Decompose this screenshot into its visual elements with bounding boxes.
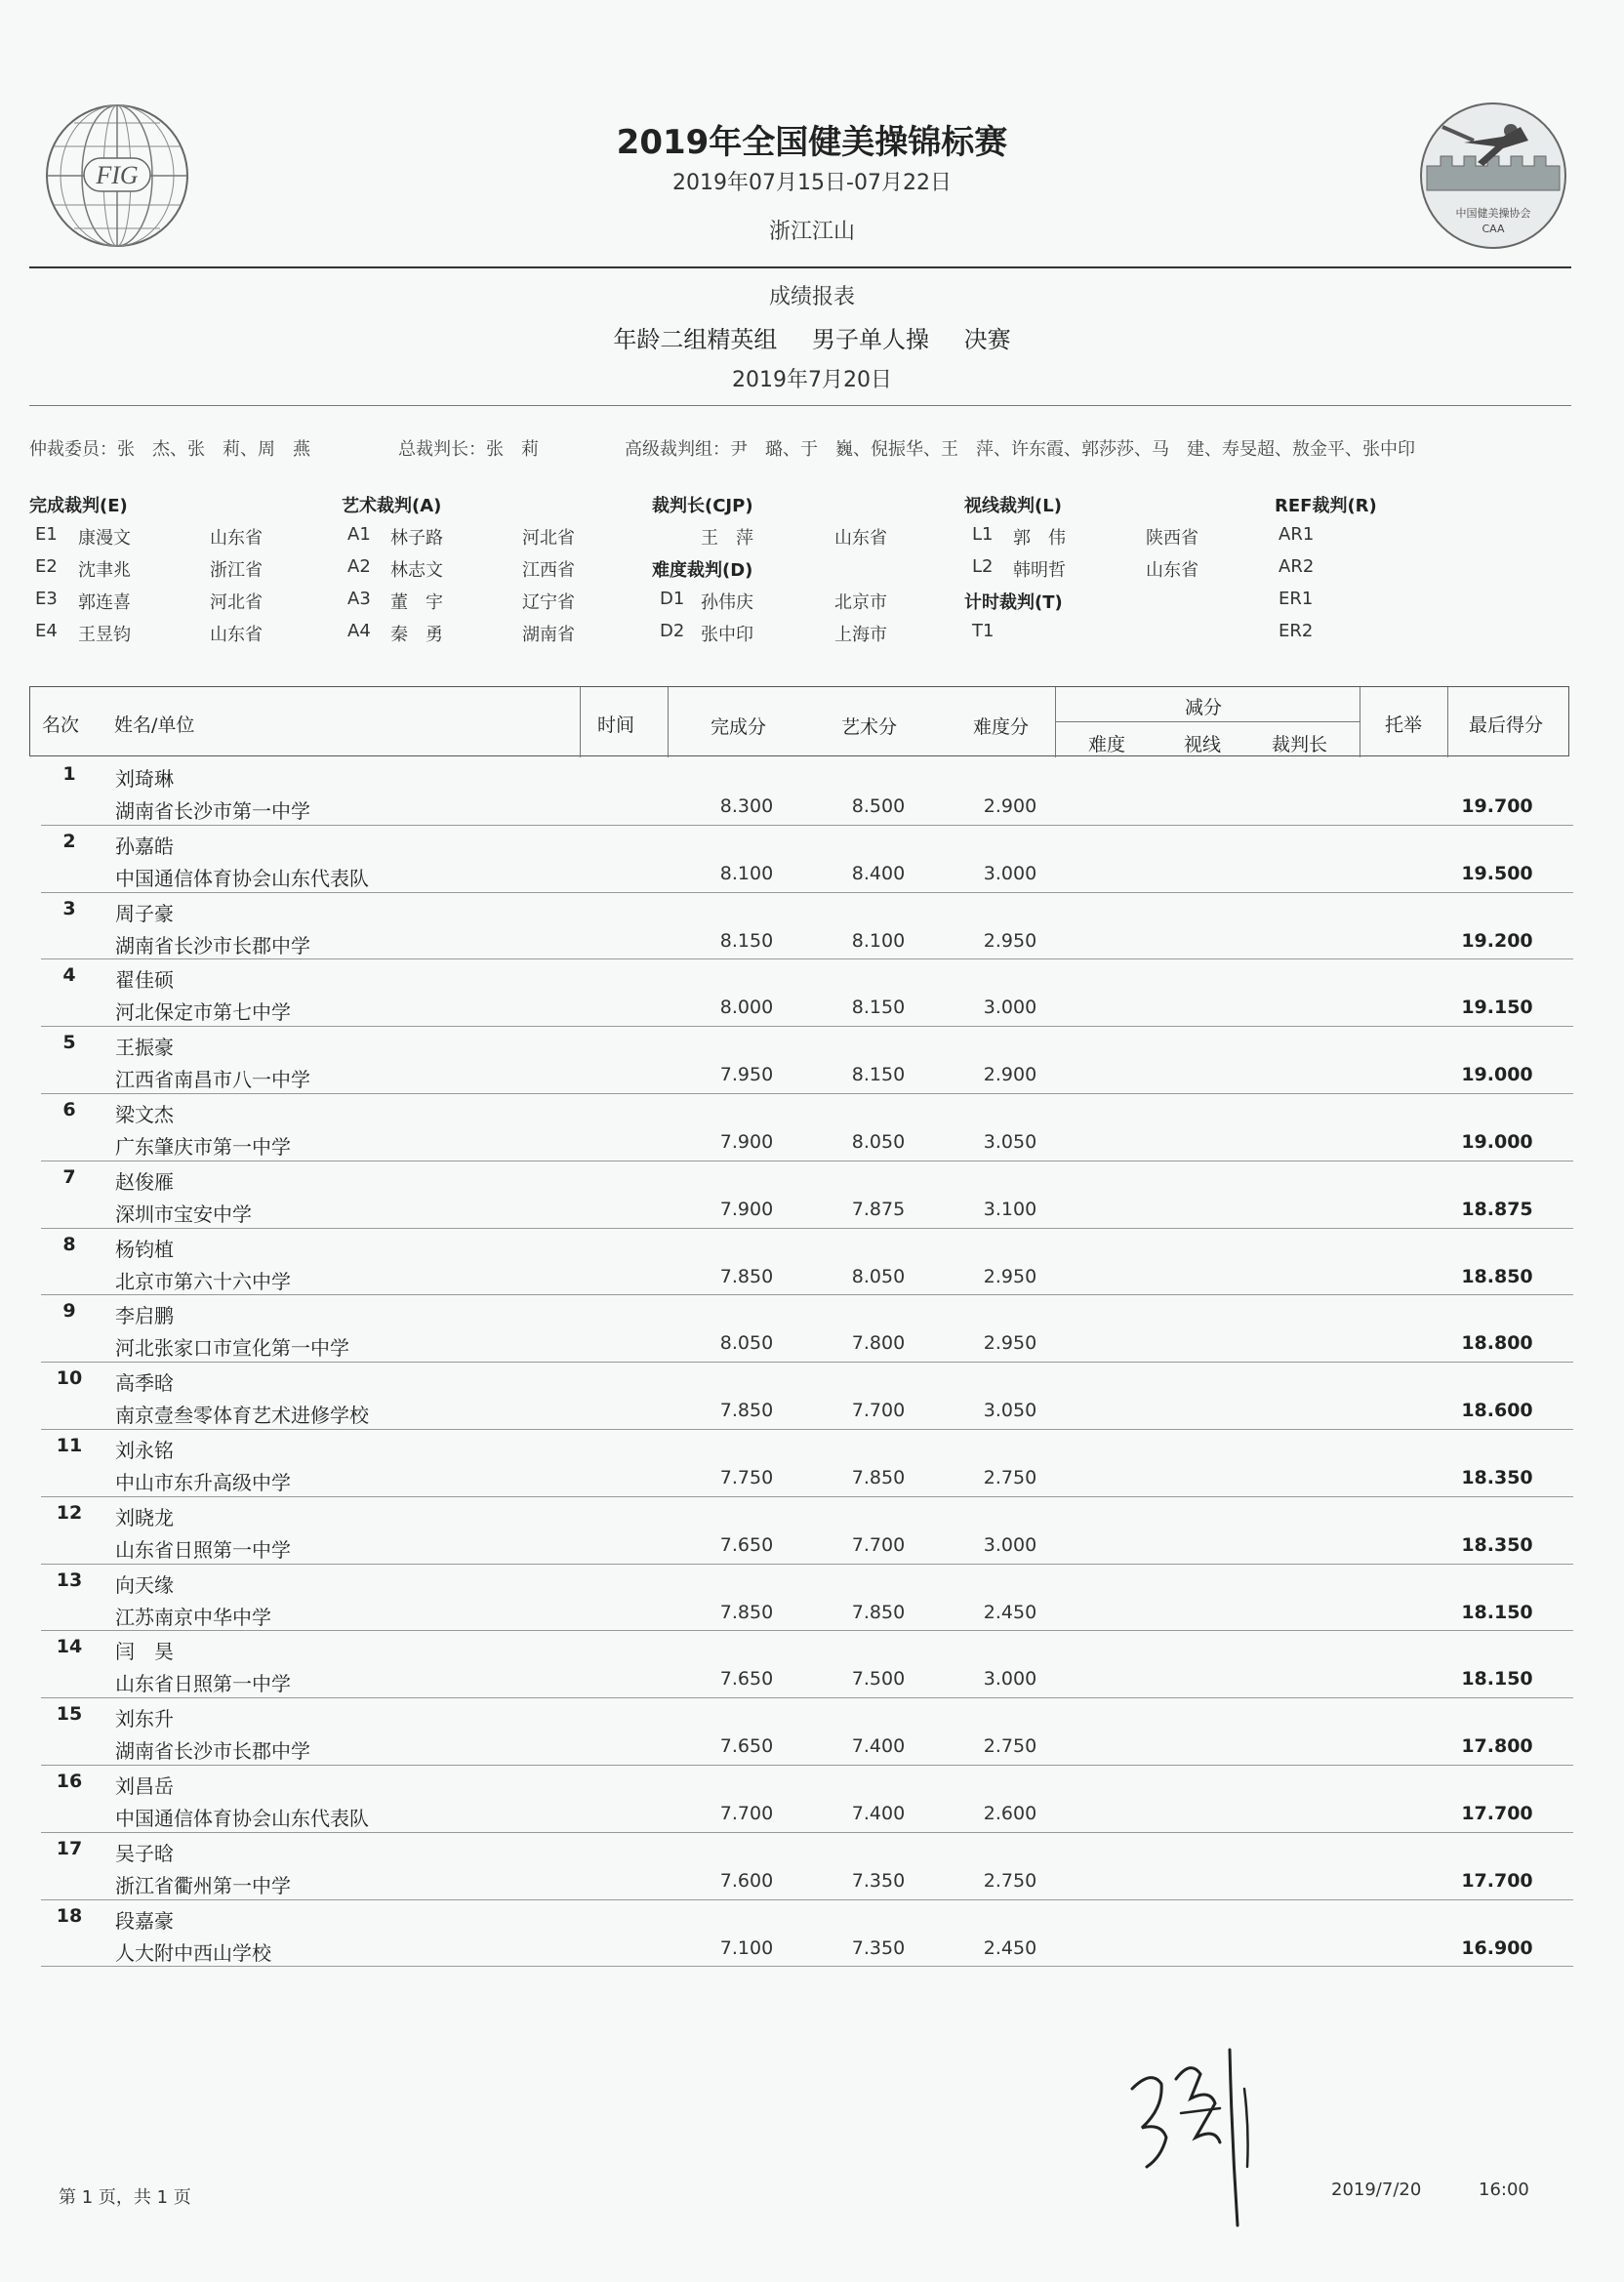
execution-score: 7.650 <box>719 1735 774 1758</box>
rank-cell: 4 <box>62 964 76 987</box>
final-score: 18.600 <box>1461 1400 1533 1422</box>
judge-name: 韩明哲 <box>1013 560 1066 581</box>
judge-code: D1 <box>660 589 685 609</box>
execution-judges-heading: 完成裁判(E) <box>29 496 128 516</box>
athlete-unit: 中国通信体育协会山东代表队 <box>115 1807 369 1830</box>
difficulty-score: 2.750 <box>983 1869 1037 1892</box>
final-score: 17.700 <box>1461 1869 1533 1892</box>
final-score: 19.500 <box>1461 862 1533 884</box>
report-divider <box>29 405 1571 406</box>
athlete-name: 高季晗 <box>115 1371 174 1396</box>
rank-cell: 8 <box>62 1233 76 1255</box>
row-divider <box>41 892 1573 893</box>
athlete-unit: 深圳市宝安中学 <box>115 1202 252 1226</box>
judge-region: 山东省 <box>210 625 263 645</box>
athlete-name: 周子豪 <box>115 901 174 925</box>
difficulty-score: 2.900 <box>983 1064 1037 1086</box>
signature-icon <box>1122 2030 1269 2235</box>
execution-score: 7.850 <box>719 1400 774 1422</box>
final-score: 19.000 <box>1461 1131 1533 1153</box>
judge-code: E3 <box>35 589 58 609</box>
row-divider <box>41 1093 1573 1094</box>
report-category <box>0 320 1624 354</box>
row-divider <box>41 1026 1573 1027</box>
artistic-score: 8.100 <box>851 929 906 952</box>
judge-name: 林志文 <box>390 560 443 581</box>
rank-cell: 14 <box>56 1636 83 1658</box>
header-deductions: 减分 <box>1185 697 1223 718</box>
execution-score: 8.050 <box>719 1332 774 1355</box>
column-divider <box>1447 687 1448 757</box>
row-divider <box>41 1429 1573 1430</box>
athlete-unit: 人大附中西山学校 <box>115 1940 271 1965</box>
execution-score: 7.900 <box>719 1131 774 1153</box>
athlete-name: 孙嘉皓 <box>115 834 174 858</box>
time-judges-heading: 计时裁判(T) <box>964 592 1063 613</box>
judge-region: 上海市 <box>834 625 887 645</box>
execution-score: 7.700 <box>719 1803 774 1824</box>
difficulty-score: 2.900 <box>983 795 1037 817</box>
difficulty-score: 2.950 <box>983 929 1037 952</box>
cjp-heading: 裁判长(CJP) <box>652 496 753 516</box>
artistic-score: 7.700 <box>851 1400 906 1422</box>
difficulty-score: 3.050 <box>983 1400 1037 1422</box>
athlete-name: 王振豪 <box>115 1036 174 1060</box>
column-divider <box>668 687 669 757</box>
athlete-unit: 湖南省长沙市长郡中学 <box>115 1739 310 1764</box>
athlete-unit: 河北保定市第七中学 <box>115 1000 291 1025</box>
athlete-unit: 河北张家口市宣化第一中学 <box>115 1336 349 1361</box>
athlete-name: 刘昌岳 <box>115 1774 174 1798</box>
difficulty-score: 2.950 <box>983 1265 1037 1287</box>
rank-cell: 7 <box>62 1165 76 1188</box>
artistic-score: 8.150 <box>851 1064 906 1086</box>
difficulty-score: 2.750 <box>983 1467 1037 1488</box>
print-date: 2019/7/20 <box>1331 2180 1422 2200</box>
final-score: 16.900 <box>1461 1936 1533 1959</box>
judge-code: E1 <box>35 524 58 545</box>
execution-score: 7.650 <box>719 1668 774 1691</box>
execution-score: 7.850 <box>719 1601 774 1623</box>
final-score: 19.700 <box>1461 795 1533 817</box>
rank-cell: 9 <box>62 1300 76 1323</box>
final-score: 17.700 <box>1461 1803 1533 1824</box>
final-score: 19.000 <box>1461 1064 1533 1086</box>
artistic-score: 7.700 <box>851 1533 906 1556</box>
artistic-score: 8.050 <box>851 1131 906 1153</box>
rank-cell: 10 <box>56 1367 83 1390</box>
athlete-unit: 中国通信体育协会山东代表队 <box>115 866 369 890</box>
row-divider <box>41 1564 1573 1565</box>
judge-code: L1 <box>972 524 994 545</box>
athlete-name: 刘晓龙 <box>115 1505 174 1529</box>
report-title: 成绩报表 <box>768 285 855 309</box>
header-rank: 名次 <box>42 714 80 736</box>
row-divider <box>41 1899 1573 1900</box>
event-title: 2019年全国健美操锦标赛 <box>616 123 1008 162</box>
event-dates: 2019年07月15日-07月22日 <box>672 171 952 195</box>
rank-cell: 16 <box>56 1771 83 1792</box>
rank-cell: 6 <box>62 1099 76 1121</box>
row-divider <box>41 825 1573 826</box>
athlete-name: 刘永铭 <box>115 1439 174 1462</box>
judge-region: 河北省 <box>210 592 263 613</box>
cjp-region: 山东省 <box>834 528 887 549</box>
athlete-unit: 江苏南京中华中学 <box>115 1605 271 1629</box>
rank-cell: 12 <box>56 1501 83 1524</box>
rank-cell: 13 <box>56 1569 83 1591</box>
execution-score: 7.950 <box>719 1064 774 1086</box>
row-divider <box>41 1630 1573 1631</box>
line-judges-heading: 视线裁判(L) <box>964 496 1062 516</box>
execution-score: 8.300 <box>719 795 774 817</box>
ref-code: ER1 <box>1279 589 1314 609</box>
fig-logo-text: FIG <box>96 161 139 189</box>
judge-name: 秦 勇 <box>390 625 443 645</box>
judge-region: 湖南省 <box>522 625 575 645</box>
judge-name: 沈聿兆 <box>78 560 131 581</box>
athlete-name: 刘东升 <box>115 1707 174 1732</box>
difficulty-score: 2.750 <box>983 1735 1037 1758</box>
artistic-score: 7.350 <box>851 1869 906 1892</box>
column-divider <box>1055 687 1056 757</box>
athlete-unit: 南京壹叁零体育艺术进修学校 <box>115 1404 369 1428</box>
athlete-unit: 湖南省长沙市第一中学 <box>115 799 310 823</box>
artistic-score: 7.875 <box>851 1198 906 1220</box>
difficulty-score: 2.600 <box>983 1803 1037 1824</box>
athlete-name: 段嘉豪 <box>115 1908 174 1933</box>
final-score: 18.350 <box>1461 1467 1533 1488</box>
header-ded-cjp: 裁判长 <box>1272 734 1328 755</box>
header-artistic: 艺术分 <box>841 716 898 738</box>
judge-code: A1 <box>347 524 371 545</box>
judge-code: A2 <box>347 556 371 577</box>
judge-region: 北京市 <box>834 592 887 613</box>
judge-region: 山东省 <box>1146 560 1198 581</box>
difficulty-judges-heading: 难度裁判(D) <box>652 560 753 581</box>
judge-name: 王昱钧 <box>78 625 131 645</box>
judge-region: 辽宁省 <box>522 592 575 613</box>
athlete-unit: 山东省日照第一中学 <box>115 1672 291 1696</box>
athlete-name: 闫 昊 <box>115 1640 174 1664</box>
artistic-score: 7.800 <box>851 1332 906 1355</box>
athlete-unit: 北京市第六十六中学 <box>115 1269 291 1293</box>
column-divider <box>580 687 581 757</box>
judge-code: D2 <box>660 621 685 641</box>
report-round: 决赛 <box>963 326 1011 353</box>
difficulty-score: 3.000 <box>983 862 1037 884</box>
rank-cell: 11 <box>56 1435 83 1456</box>
report-event: 男子单人操 <box>812 326 929 353</box>
execution-score: 7.850 <box>719 1265 774 1287</box>
judge-code: A4 <box>347 621 371 641</box>
ref-judges-heading: REF裁判(R) <box>1275 496 1377 516</box>
cjp-name: 王 萍 <box>701 528 753 549</box>
final-score: 18.150 <box>1461 1668 1533 1691</box>
judge-region: 河北省 <box>522 528 575 549</box>
rank-cell: 17 <box>56 1837 83 1859</box>
event-venue: 浙江江山 <box>768 220 855 244</box>
athlete-unit: 广东肇庆市第一中学 <box>115 1135 291 1159</box>
artistic-score: 8.500 <box>851 795 906 817</box>
execution-score: 7.650 <box>719 1533 774 1556</box>
header-execution: 完成分 <box>710 716 767 738</box>
row-divider <box>41 1496 1573 1497</box>
final-score: 19.150 <box>1461 997 1533 1019</box>
difficulty-score: 3.100 <box>983 1198 1037 1220</box>
final-score: 17.800 <box>1461 1735 1533 1758</box>
header-difficulty: 难度分 <box>973 716 1030 738</box>
rank-cell: 3 <box>62 897 76 919</box>
row-divider <box>41 1228 1573 1229</box>
athlete-name: 杨钧植 <box>115 1237 174 1261</box>
rank-cell: 18 <box>56 1904 83 1927</box>
header-ded-line: 视线 <box>1184 734 1222 755</box>
execution-score: 7.900 <box>719 1198 774 1220</box>
artistic-judges-heading: 艺术裁判(A) <box>342 496 442 516</box>
header-lift: 托举 <box>1385 714 1423 736</box>
artistic-score: 7.400 <box>851 1735 906 1758</box>
athlete-name: 李启鹏 <box>115 1304 174 1328</box>
athlete-name: 刘琦琳 <box>115 767 174 791</box>
judge-region: 浙江省 <box>210 560 263 581</box>
athlete-unit: 浙江省衢州第一中学 <box>115 1873 291 1897</box>
row-divider <box>41 1697 1573 1698</box>
judge-name: 张中印 <box>701 625 753 645</box>
ref-code: AR1 <box>1279 524 1315 545</box>
execution-score: 7.100 <box>719 1936 774 1959</box>
artistic-score: 7.350 <box>851 1936 906 1959</box>
artistic-score: 8.150 <box>851 997 906 1019</box>
artistic-score: 8.400 <box>851 862 906 884</box>
judge-region: 江西省 <box>522 560 575 581</box>
difficulty-score: 2.450 <box>983 1936 1037 1959</box>
ref-code: ER2 <box>1279 621 1314 641</box>
judge-name: 郭连喜 <box>78 592 131 613</box>
difficulty-score: 2.950 <box>983 1332 1037 1355</box>
athlete-name: 翟佳硕 <box>115 968 174 993</box>
athlete-unit: 湖南省长沙市长郡中学 <box>115 933 310 958</box>
final-score: 18.800 <box>1461 1332 1533 1355</box>
header-name-unit: 姓名/单位 <box>114 714 195 736</box>
athlete-unit: 中山市东升高级中学 <box>115 1471 291 1494</box>
judge-name: 康漫文 <box>78 528 131 549</box>
final-score: 19.200 <box>1461 929 1533 952</box>
difficulty-score: 3.000 <box>983 1668 1037 1691</box>
artistic-score: 7.400 <box>851 1803 906 1824</box>
difficulty-score: 3.000 <box>983 1533 1037 1556</box>
final-score: 18.850 <box>1461 1265 1533 1287</box>
row-divider <box>41 1362 1573 1363</box>
final-score: 18.350 <box>1461 1533 1533 1556</box>
arbitration-committee: 仲裁委员：张 杰、张 莉、周 燕 <box>29 439 310 460</box>
athlete-name: 赵俊雁 <box>115 1169 174 1194</box>
execution-score: 8.150 <box>719 929 774 952</box>
row-divider <box>41 958 1573 959</box>
ref-code: AR2 <box>1279 556 1315 577</box>
artistic-score: 8.050 <box>851 1265 906 1287</box>
execution-score: 8.000 <box>719 997 774 1019</box>
judge-code: T1 <box>972 621 995 641</box>
deduction-divider <box>1055 721 1360 722</box>
judge-name: 林子路 <box>390 528 443 549</box>
header-ded-difficulty: 难度 <box>1088 734 1126 755</box>
execution-score: 8.100 <box>719 862 774 884</box>
rank-cell: 15 <box>56 1703 83 1726</box>
difficulty-score: 3.000 <box>983 997 1037 1019</box>
final-score: 18.150 <box>1461 1601 1533 1623</box>
athlete-unit: 江西省南昌市八一中学 <box>115 1068 310 1092</box>
judge-name: 董 宇 <box>390 592 443 613</box>
caa-logo-text: 中国健美操协会 <box>1455 207 1531 220</box>
judge-name: 郭 伟 <box>1013 528 1066 549</box>
header-divider <box>29 266 1571 268</box>
artistic-score: 7.850 <box>851 1467 906 1488</box>
results-table-header <box>29 686 1569 756</box>
row-divider <box>41 1765 1573 1766</box>
judge-region: 陕西省 <box>1146 528 1198 549</box>
artistic-score: 7.850 <box>851 1601 906 1623</box>
page-indicator: 第 1 页，共 1 页 <box>59 2187 191 2208</box>
athlete-name: 向天缘 <box>115 1572 174 1597</box>
judge-code: E2 <box>35 556 58 577</box>
execution-score: 7.750 <box>719 1467 774 1488</box>
judge-code: E4 <box>35 621 58 641</box>
rank-cell: 2 <box>62 830 76 852</box>
row-divider <box>41 1966 1573 1967</box>
judge-name: 孙伟庆 <box>701 592 753 613</box>
judge-region: 山东省 <box>210 528 263 549</box>
report-group: 年龄二组精英组 <box>613 326 778 353</box>
final-score: 18.875 <box>1461 1198 1533 1220</box>
caa-logo-abbr: CAA <box>1482 223 1505 235</box>
header-time: 时间 <box>597 714 635 736</box>
chief-judge: 总裁判长：张 莉 <box>398 439 539 460</box>
row-divider <box>41 1832 1573 1833</box>
athlete-name: 梁文杰 <box>115 1103 174 1126</box>
rank-cell: 1 <box>62 763 76 785</box>
judge-code: L2 <box>972 556 994 577</box>
difficulty-score: 2.450 <box>983 1601 1037 1623</box>
rank-cell: 5 <box>62 1032 76 1054</box>
artistic-score: 7.500 <box>851 1668 906 1691</box>
execution-score: 7.600 <box>719 1869 774 1892</box>
row-divider <box>41 1294 1573 1295</box>
judge-code: A3 <box>347 589 371 609</box>
print-time: 16:00 <box>1479 2180 1529 2200</box>
header-final: 最后得分 <box>1469 714 1544 736</box>
difficulty-score: 3.050 <box>983 1131 1037 1153</box>
senior-judges: 高级裁判组：尹 璐、于 巍、倪振华、王 萍、许东霞、郭莎莎、马 建、寿旻超、敖金平、张中印 <box>625 439 1415 460</box>
athlete-unit: 山东省日照第一中学 <box>115 1537 291 1562</box>
report-date: 2019年7月20日 <box>732 368 892 392</box>
athlete-name: 吴子晗 <box>115 1841 174 1865</box>
